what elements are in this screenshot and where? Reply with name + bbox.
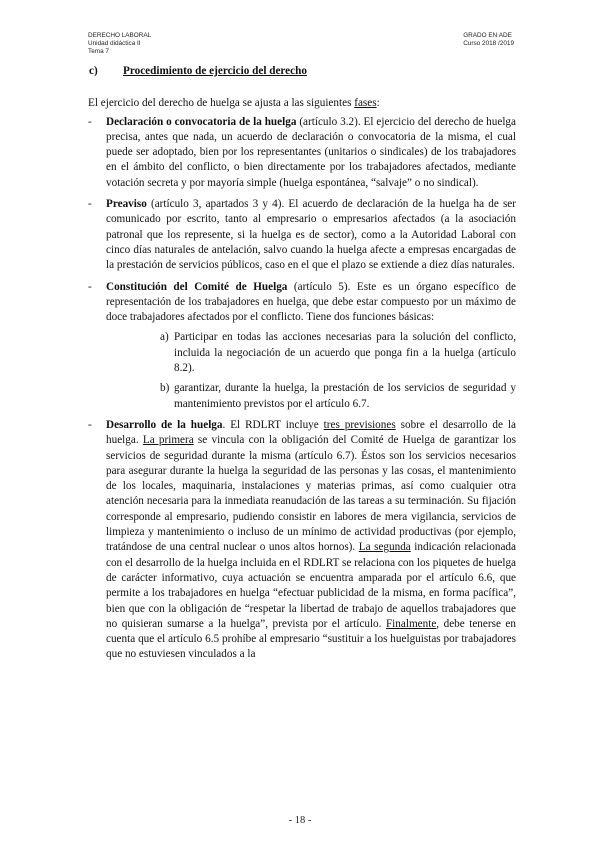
item-title: Declaración o convocatoria de la huelga [106,115,297,128]
intro-colon: : [376,97,380,110]
header-course: DERECHO LABORAL [88,32,152,39]
item-text: indicación relacionada con el desarrollo de la huelga incluida en el RDLRT se relaciona con los piquetes de huelga de carácter informativo, cuya actuación se encuentra amparada por el artículo 6.6, que permite a los trabajadores en huelga “efectuar publicidad de la misma, en forma pacífica”, bien que con la obligación de “respetar la libertad de trabajo de aquellos trabajadores que no quisieran sumarse a la huelga”, prevista por el artículo. [106,541,516,630]
sub-label: a) [160,331,169,344]
item-title: Desarrollo de la huelga [106,418,223,431]
item-text: , debe tenerse en cuenta que el artículo 6.5 prohíbe al empresario “sustituir a los huelguistas por trabajadores que no estuviesen vinculados a la [106,617,516,661]
item-text: . El RDLRT incluye [222,418,324,431]
sub-text: Participar en todas las acciones necesarias para la solución del conflicto, incluida la negociación de un acuerdo que ponga fin a la huelga (artículo 8.2). [174,331,516,375]
item-text: (artículo 5). Este es un órgano específico de representación de los trabajadores en huelga, que debe estar compuesto por un máximo de doce trabajadores afectados por el conflicto. Tiene dos funciones básicas: [106,280,516,324]
page-number: - 18 - [288,815,312,826]
underlined-text: tres previsiones [323,418,396,431]
item-title: Preaviso [106,198,147,211]
underlined-text: La primera [142,434,194,447]
header-left [88,32,151,56]
sub-text: garantizar, durante la huelga, la prestación de los servicios de seguridad y mantenimiento previstos por el artículo 6.7. [174,382,516,410]
header-unit: Unidad didáctica II [88,40,141,47]
sub-label: b) [160,382,170,395]
item-text: se vincula con la obligación del Comité de Huelga de garantizar los servicios de seguridad durante la misma (artículo 6.7). Éstos son los servicios necesarios para asegurar durante la huelga la seguridad de las personas y las cosas, el mantenimiento de los locales, maquinaria, instalaciones y materias primas, así como cualquier otra atención necesaria para la inmediata reanudación de las tareas a su terminación. Su fijación corresponde al empresario, pudiendo consistir en labores de mera vigilancia, servicios de limpieza y mantenimiento o incluso de un mínimo de actividad productivas (por ejemplo, tratándose de una central nuclear o unos altos hornos). [106,434,516,554]
header-degree: GRADO EN ADE [463,32,512,39]
bullet-dash: - [88,280,92,293]
sub-item-a [106,330,516,376]
list-item-preaviso [88,197,516,273]
list-item-desarrollo [88,418,516,663]
bullet-dash: - [88,198,92,211]
header-topic: Tema 7 [88,48,109,55]
item-text: sobre el desarrollo de la huelga. [106,418,516,447]
sub-item-b [106,381,516,412]
list-item-comite [88,280,516,412]
section-title: Procedimiento de ejercicio del derecho [123,65,307,77]
header-year: Curso 2018 /2019 [463,40,514,47]
underlined-text: La segunda [358,541,411,554]
document-body [88,64,516,669]
intro-text: El ejercicio del derecho de huelga se ajusta a las siguientes [88,97,355,110]
bullet-dash: - [88,115,92,128]
underlined-text: Finalmente [385,617,437,630]
intro-paragraph [88,96,516,111]
intro-underlined: fases [354,97,377,110]
section-heading [88,64,516,79]
bullet-dash: - [88,418,92,431]
item-title: Constitución del Comité de Huelga [106,280,288,293]
section-letter: c) [89,65,98,77]
item-text: (artículo 3.2). El ejercicio del derecho de huelga precisa, antes que nada, un acuerdo de declaración o convocatoria de la misma, el cual puede ser adoptado, bien por los representantes (unitarios o sindicales) de los trabajadores en el ámbito del conflicto, o bien directamente por los trabajadores afectados, mediante votación secreta y por mayoría simple (huelga espontánea, “salvaje” o no sindical). [106,115,516,189]
item-text: (artículo 3, apartados 3 y 4). El acuerdo de declaración de la huelga ha de ser comunicado por escrito, tanto al empresario o empresarios afectados (a la asociación patronal que los represente, si la huelga es de sector), como a la Autoridad Laboral con cinco días naturales de antelación, salvo cuando la huelga afecte a empresas encargadas de la prestación de servicios públicos, caso en el que el plazo se extiende a diez días naturales. [106,198,516,272]
header-right [463,32,514,48]
list-item-declaracion [88,115,516,191]
